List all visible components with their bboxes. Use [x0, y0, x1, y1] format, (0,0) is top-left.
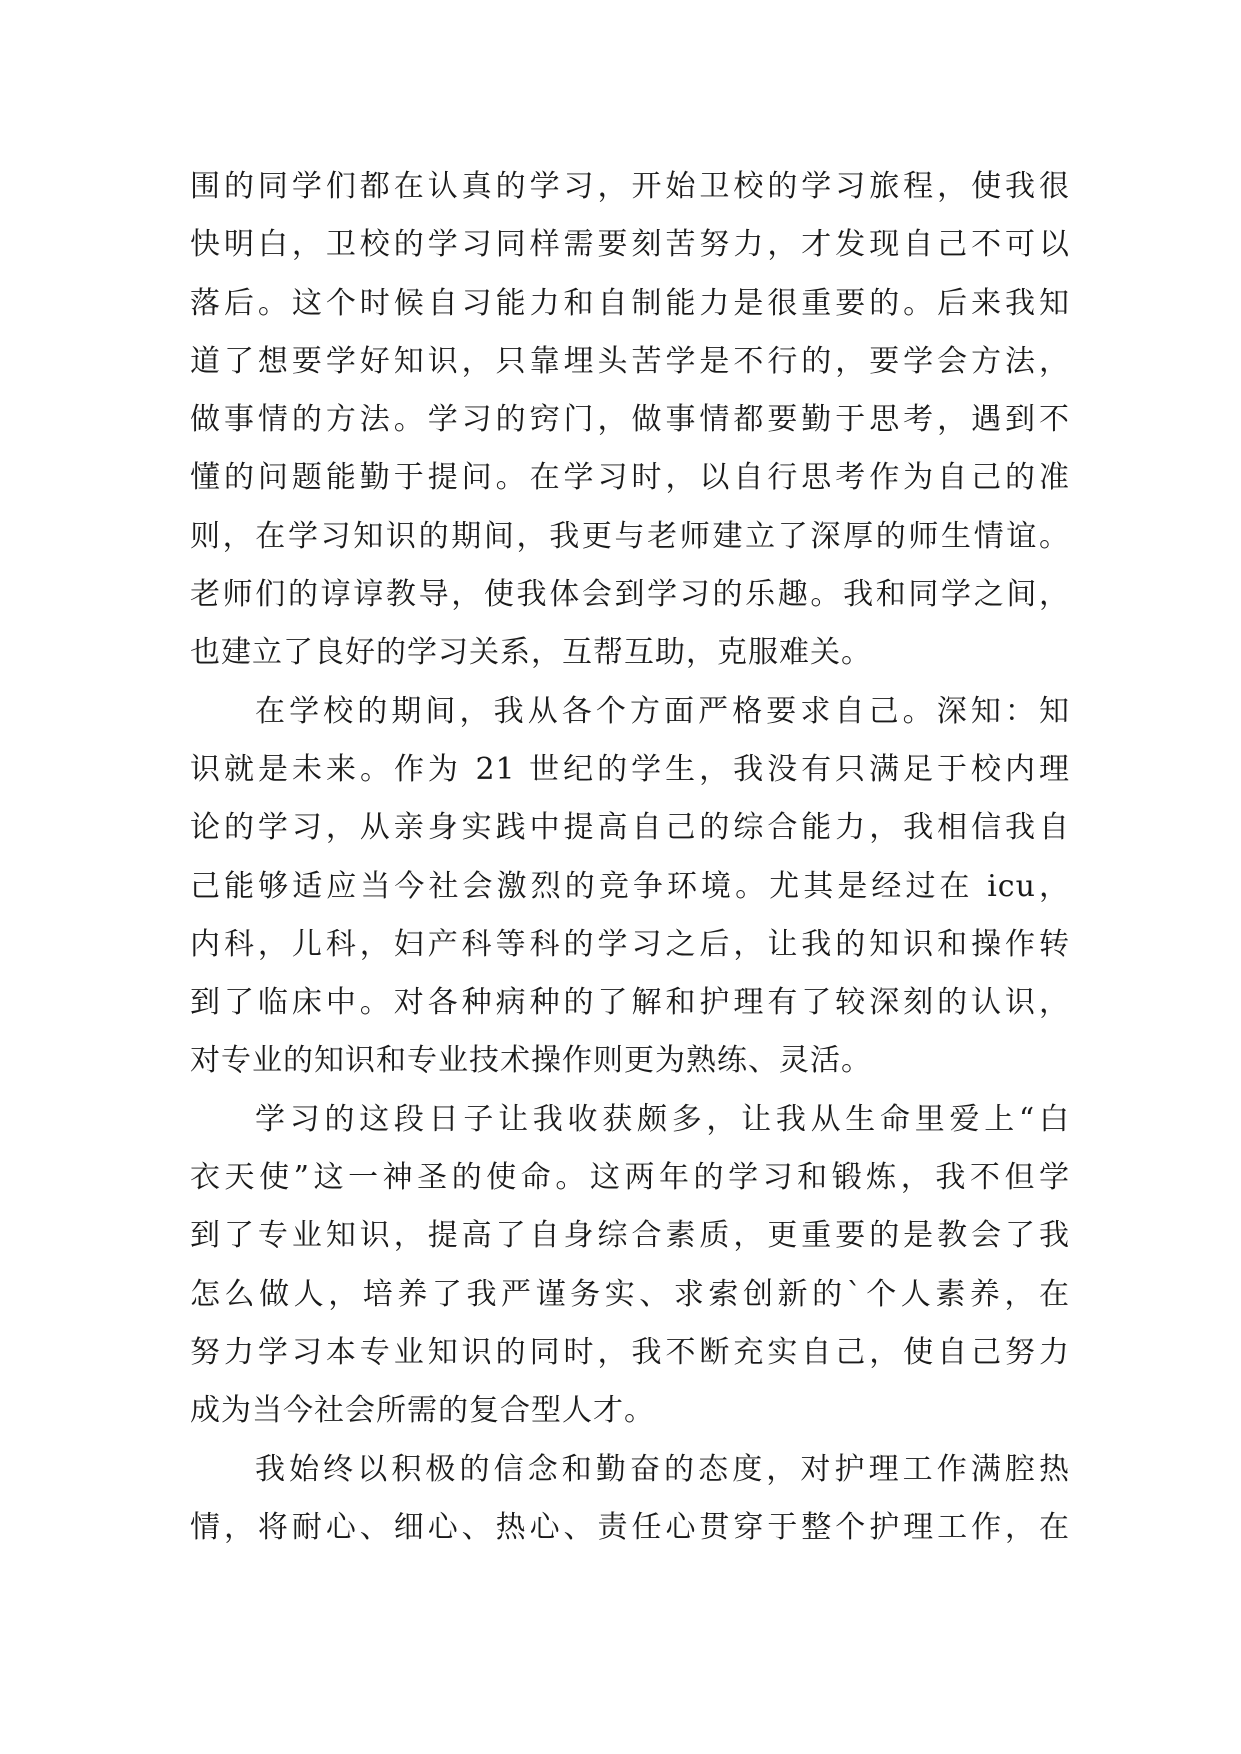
text-line: 懂的问题能勤于提问。在学习时，以自行思考作为自己的准 — [190, 460, 1070, 496]
paragraph-first-line: 在学校的期间，我从各个方面严格要求自己。深知：知 — [255, 693, 1070, 729]
text-line: 内科，儿科，妇产科等科的学习之后，让我的知识和操作转 — [190, 926, 1070, 962]
text-line: 做事情的方法。学习的窍门，做事情都要勤于思考，遇到不 — [190, 402, 1070, 438]
text-line: 快明白，卫校的学习同样需要刻苦努力，才发现自己不可以 — [190, 227, 1070, 263]
text-line: 落后。这个时候自习能力和自制能力是很重要的。后来我知 — [190, 285, 1070, 321]
text-line: 老师们的谆谆教导，使我体会到学习的乐趣。我和同学之间， — [190, 577, 1070, 613]
text-line: 怎么做人，培养了我严谨务实、求索创新的`个人素养，在 — [190, 1276, 1070, 1312]
text-line: 情，将耐心、细心、热心、责任心贯穿于整个护理工作，在 — [190, 1509, 1070, 1545]
text-line: 到了临床中。对各种病种的了解和护理有了较深刻的认识， — [190, 985, 1070, 1021]
text-line: 也建立了良好的学习关系，互帮互助，克服难关。 — [190, 635, 872, 671]
text-line: 道了想要学好知识，只靠埋头苦学是不行的，要学会方法， — [190, 343, 1070, 379]
text-line: 成为当今社会所需的复合型人才。 — [190, 1393, 655, 1429]
text-line: 识就是未来。作为 21 世纪的学生，我没有只满足于校内理 — [190, 751, 1070, 787]
paragraph-first-line: 学习的这段日子让我收获颇多，让我从生命里爱上“白 — [255, 1101, 1070, 1137]
text-line: 到了专业知识，提高了自身综合素质，更重要的是教会了我 — [190, 1218, 1070, 1254]
text-line: 对专业的知识和专业技术操作则更为熟练、灵活。 — [190, 1043, 872, 1079]
text-line: 衣天使”这一神圣的使命。这两年的学习和锻炼，我不但学 — [190, 1160, 1070, 1196]
text-line: 论的学习，从亲身实践中提高自己的综合能力，我相信我自 — [190, 810, 1070, 846]
text-line: 己能够适应当今社会激烈的竞争环境。尤其是经过在 icu， — [190, 868, 1070, 904]
text-line: 则，在学习知识的期间，我更与老师建立了深厚的师生情谊。 — [190, 518, 1070, 554]
text-line: 努力学习本专业知识的同时，我不断充实自己，使自己努力 — [190, 1334, 1070, 1370]
text-line: 围的同学们都在认真的学习，开始卫校的学习旅程，使我很 — [190, 169, 1070, 204]
paragraph-first-line: 我始终以积极的信念和勤奋的态度，对护理工作满腔热 — [255, 1451, 1070, 1487]
body-text — [190, 158, 1070, 1557]
